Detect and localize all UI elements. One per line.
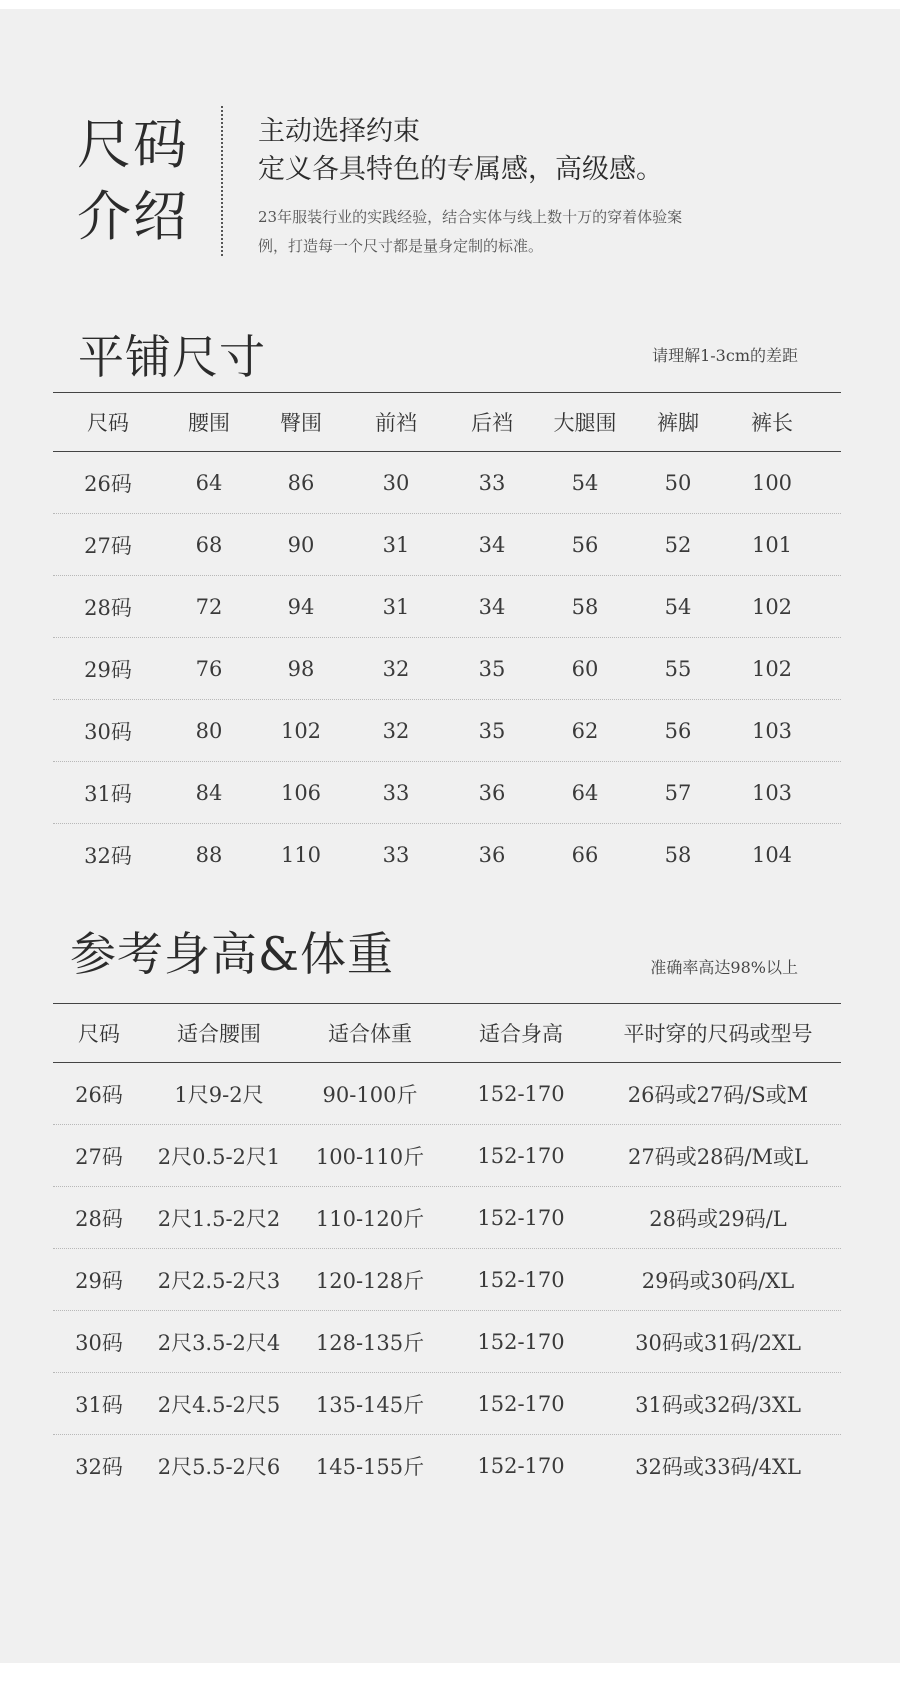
intro-desc-line1: 23年服装行业的实践经验，结合实体与线上数十万的穿着体验案: [258, 208, 683, 226]
table-cell: 31: [382, 532, 410, 557]
table-cell: 100: [751, 470, 793, 495]
table-cell: 2尺0.5-2尺1: [157, 1144, 281, 1169]
table-cell: 33: [478, 470, 506, 495]
table-cell: 28码或29码/L: [649, 1206, 787, 1231]
table-cell: 102: [751, 594, 793, 619]
table-cell: 120-128斤: [315, 1268, 425, 1293]
table-cell: 27码: [84, 533, 132, 558]
table-cell: 29码: [84, 657, 132, 682]
table-cell: 26码: [75, 1082, 123, 1107]
table-cell: 50: [664, 470, 692, 495]
table-row: [53, 762, 841, 824]
table-header-row: [53, 392, 841, 452]
column-header: 平时穿的尺码或型号: [623, 1022, 813, 1046]
table-cell: 55: [664, 656, 692, 681]
table-cell: 32码: [75, 1454, 123, 1479]
table-cell: 26码或27码/S或M: [627, 1082, 809, 1107]
table-row: [53, 638, 841, 700]
size-guide-page: [0, 9, 900, 1663]
table-cell: 32码: [84, 843, 132, 868]
table-cell: 58: [664, 842, 692, 867]
reference-table: [53, 1003, 841, 1496]
table-row: [53, 1311, 841, 1373]
table-cell: 35: [478, 656, 506, 681]
table-cell: 135-145斤: [315, 1392, 425, 1417]
table-row: [53, 824, 841, 885]
column-header: 适合身高: [479, 1022, 563, 1046]
table-cell: 88: [195, 842, 223, 867]
table-row: [53, 576, 841, 638]
table-cell: 52: [664, 532, 692, 557]
table-cell: 90: [287, 532, 315, 557]
table-cell: 106: [280, 780, 322, 805]
table-row: [53, 1249, 841, 1311]
table-cell: 86: [287, 470, 315, 495]
table-cell: 94: [287, 594, 315, 619]
reference-note: 准确率高达98%以上: [650, 958, 798, 977]
table-cell: 2尺2.5-2尺3: [157, 1268, 281, 1293]
table-cell: 72: [195, 594, 223, 619]
table-cell: 57: [664, 780, 692, 805]
table-cell: 103: [751, 718, 793, 743]
table-cell: 31码或32码/3XL: [635, 1392, 801, 1417]
table-cell: 58: [571, 594, 599, 619]
table-row: [53, 452, 841, 514]
size-intro-section: [0, 9, 900, 269]
table-header-row: [53, 1003, 841, 1063]
flat-size-table: [53, 392, 841, 885]
table-cell: 152-170: [477, 1453, 565, 1478]
table-cell: 128-135斤: [315, 1330, 425, 1355]
column-header: 适合体重: [328, 1022, 412, 1046]
table-cell: 36: [478, 842, 506, 867]
flat-size-title: 平铺尺寸: [78, 330, 266, 384]
column-header: 大腿围: [553, 411, 617, 435]
table-cell: 28码: [84, 595, 132, 620]
table-cell: 2尺3.5-2尺4: [157, 1330, 281, 1355]
column-header: 前裆: [375, 411, 417, 435]
table-cell: 62: [571, 718, 599, 743]
intro-headline: [258, 113, 698, 189]
table-row: [53, 1125, 841, 1187]
table-cell: 54: [664, 594, 692, 619]
table-cell: 2尺5.5-2尺6: [157, 1454, 281, 1479]
table-cell: 30码: [84, 719, 132, 744]
table-cell: 32: [382, 718, 410, 743]
table-cell: 110: [280, 842, 322, 867]
column-header: 尺码: [78, 1022, 120, 1046]
intro-body: [258, 113, 698, 261]
table-cell: 34: [478, 532, 506, 557]
column-header: 臀围: [280, 411, 322, 435]
intro-headline-line2: 定义各具特色的专属感，高级感。: [258, 154, 663, 185]
table-cell: 31码: [75, 1392, 123, 1417]
intro-title: [77, 109, 189, 253]
table-cell: 100-110斤: [315, 1144, 425, 1169]
table-cell: 35: [478, 718, 506, 743]
table-cell: 152-170: [477, 1081, 565, 1106]
table-cell: 34: [478, 594, 506, 619]
table-cell: 152-170: [477, 1143, 565, 1168]
intro-headline-line1: 主动选择约束: [258, 116, 420, 147]
table-cell: 90-100斤: [322, 1082, 418, 1107]
intro-desc-line2: 例，打造每一个尺寸都是量身定制的标准。: [258, 237, 544, 255]
table-cell: 33: [382, 842, 410, 867]
table-cell: 60: [571, 656, 599, 681]
table-cell: 64: [571, 780, 599, 805]
table-cell: 110-120斤: [315, 1206, 425, 1231]
intro-title-line1: 尺码: [77, 113, 189, 176]
table-cell: 64: [195, 470, 223, 495]
table-row: [53, 1435, 841, 1496]
table-cell: 56: [571, 532, 599, 557]
table-cell: 32: [382, 656, 410, 681]
table-cell: 32码或33码/4XL: [635, 1454, 801, 1479]
table-cell: 152-170: [477, 1267, 565, 1292]
table-cell: 102: [280, 718, 322, 743]
table-cell: 68: [195, 532, 223, 557]
column-header: 裤长: [751, 411, 793, 435]
table-cell: 80: [195, 718, 223, 743]
table-cell: 98: [287, 656, 315, 681]
table-cell: 31: [382, 594, 410, 619]
table-cell: 76: [195, 656, 223, 681]
column-header: 裤脚: [657, 411, 699, 435]
table-cell: 30: [382, 470, 410, 495]
table-cell: 30码或31码/2XL: [635, 1330, 801, 1355]
table-cell: 101: [751, 532, 793, 557]
table-cell: 103: [751, 780, 793, 805]
table-cell: 66: [571, 842, 599, 867]
table-cell: 2尺1.5-2尺2: [157, 1206, 281, 1231]
table-cell: 29码或30码/XL: [641, 1268, 795, 1293]
table-cell: 27码或28码/M或L: [628, 1144, 808, 1169]
column-header: 后裆: [471, 411, 513, 435]
table-row: [53, 514, 841, 576]
table-cell: 2尺4.5-2尺5: [157, 1392, 281, 1417]
table-row: [53, 1187, 841, 1249]
column-header: 尺码: [87, 411, 129, 435]
table-cell: 152-170: [477, 1391, 565, 1416]
intro-title-line2: 介绍: [77, 185, 189, 248]
table-row: [53, 1063, 841, 1125]
table-cell: 104: [751, 842, 793, 867]
table-cell: 102: [751, 656, 793, 681]
column-header: 腰围: [188, 411, 230, 435]
table-cell: 145-155斤: [315, 1454, 425, 1479]
table-cell: 31码: [84, 781, 132, 806]
table-cell: 56: [664, 718, 692, 743]
table-cell: 152-170: [477, 1205, 565, 1230]
table-cell: 27码: [75, 1144, 123, 1169]
table-cell: 152-170: [477, 1329, 565, 1354]
column-header: 适合腰围: [177, 1022, 261, 1046]
table-cell: 29码: [75, 1268, 123, 1293]
table-row: [53, 1373, 841, 1435]
table-cell: 1尺9-2尺: [174, 1082, 264, 1107]
table-cell: 28码: [75, 1206, 123, 1231]
table-row: [53, 700, 841, 762]
intro-description: [258, 203, 698, 261]
table-cell: 54: [571, 470, 599, 495]
table-cell: 84: [195, 780, 223, 805]
flat-size-note: 请理解1-3cm的差距: [652, 346, 798, 365]
table-cell: 26码: [84, 471, 132, 496]
table-cell: 36: [478, 780, 506, 805]
table-cell: 33: [382, 780, 410, 805]
dotted-divider: [221, 106, 223, 256]
reference-title: 参考身高&体重: [70, 927, 394, 981]
table-cell: 30码: [75, 1330, 123, 1355]
